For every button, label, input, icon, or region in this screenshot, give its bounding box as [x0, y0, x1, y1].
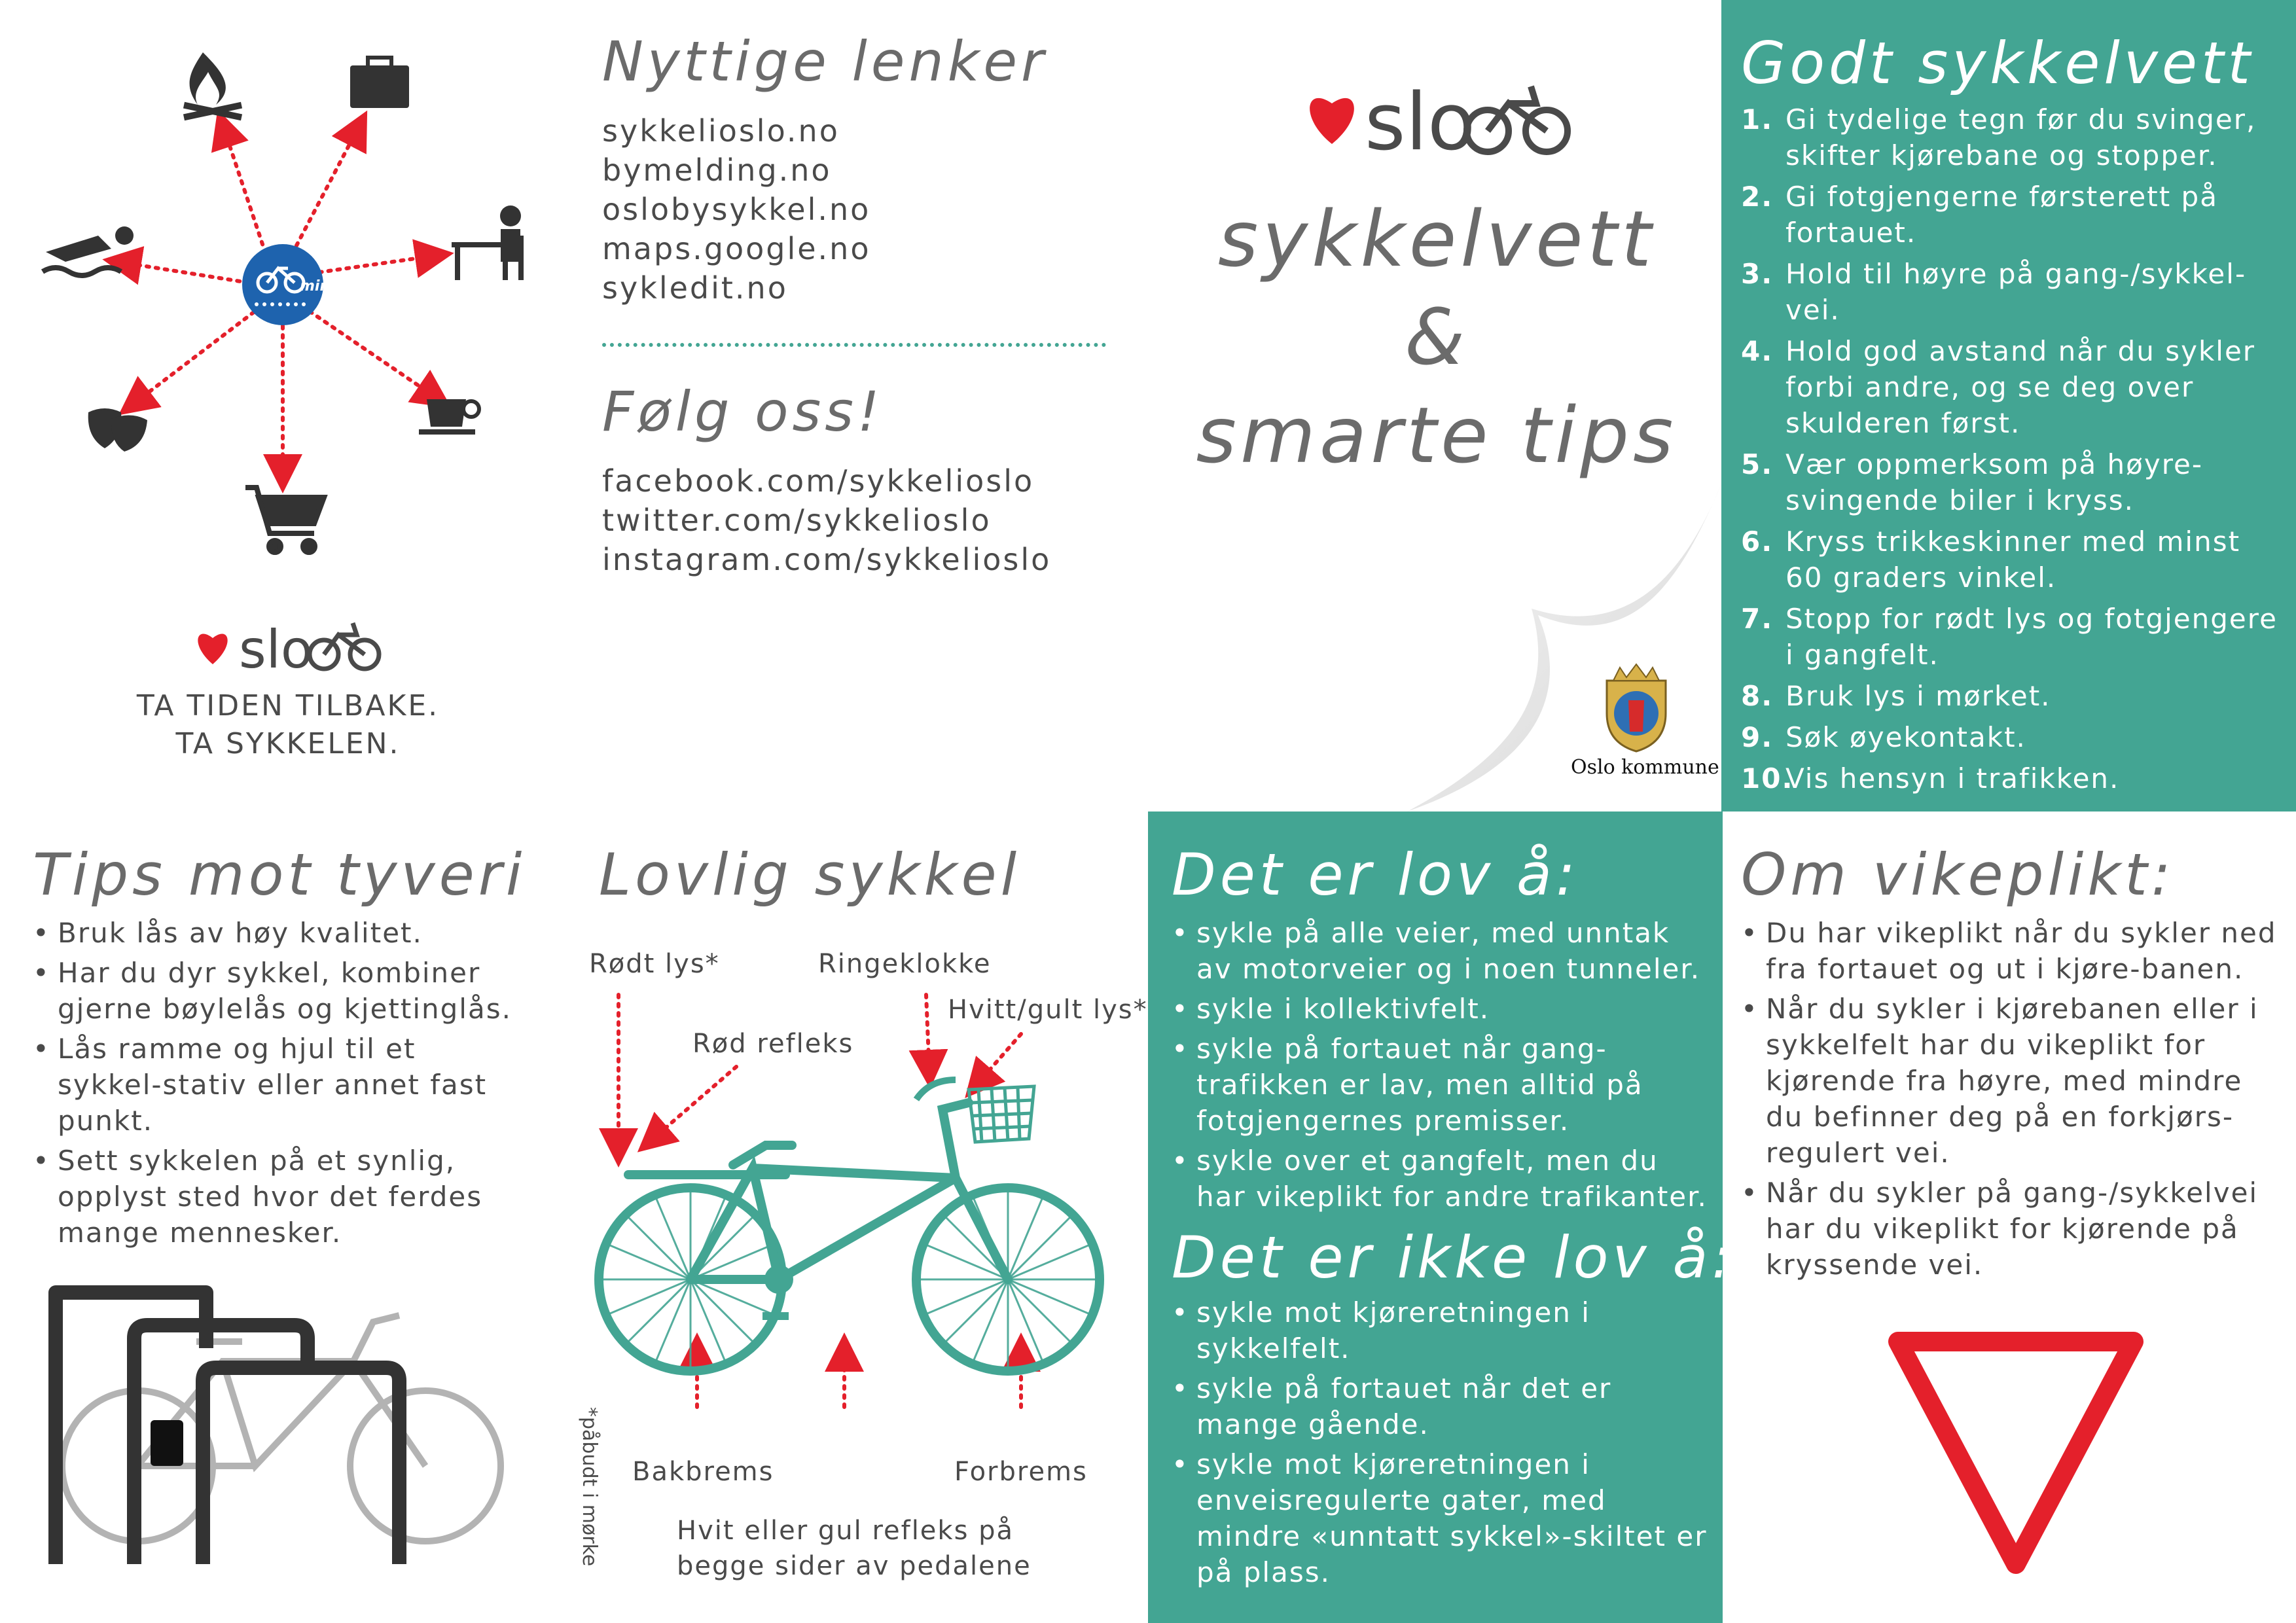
- follow-list: [602, 461, 1051, 579]
- allowed-item: • sykle på fortauet når gang-trafikken er lav, men alltid på fotgjengernes premisser.: [1172, 1031, 1708, 1139]
- link-item[interactable]: maps.google.no: [602, 231, 871, 266]
- label-bell: Ringeklokke: [818, 949, 992, 979]
- links-title: Nyttige lenker: [602, 29, 1048, 94]
- u-lock-icon: [151, 1420, 183, 1466]
- campfire-icon: [183, 52, 242, 120]
- link-item[interactable]: sykkelioslo.no: [602, 113, 840, 149]
- link-item[interactable]: oslobysykkel.no: [602, 192, 871, 227]
- yield-title: Om vikeplikt:: [1741, 841, 2175, 908]
- label-front-light: Hvitt/gult lys*: [948, 995, 1148, 1025]
- social-link[interactable]: facebook.com/sykkelioslo: [602, 463, 1035, 499]
- shopping-cart-icon: [245, 488, 324, 552]
- allowed-item: • sykle på alle veier, med unntak av motorveier og i noen tunneler.: [1172, 915, 1708, 987]
- label-red-light: Rødt lys*: [589, 949, 720, 979]
- rule-item: 5. Vær oppmerksom på høyre-svingende biler i kryss.: [1741, 448, 2204, 516]
- brand-tagline: [98, 687, 478, 763]
- legal-footnote: *påbudt i mørke: [578, 1407, 601, 1567]
- rule-item: 1. Gi tydelige tegn før du svinger, skifter kjørebane og stopper.: [1741, 103, 2257, 171]
- label-front-brake: Forbrems: [954, 1457, 1088, 1487]
- desk-worker-icon: [452, 205, 524, 280]
- tagline-line-2: TA SYKKELEN.: [175, 727, 401, 760]
- theft-tip: • Sett sykkelen på et synlig, opplyst sted hvor det ferdes mange mennesker.: [33, 1143, 530, 1251]
- rule-item: 6. Kryss trikkeskinner med minst 60 graders vinkel.: [1741, 526, 2241, 594]
- rule-item: 10. Vis hensyn i trafikken.: [1741, 762, 2120, 794]
- heart-icon: [1310, 98, 1354, 144]
- yield-list: [1741, 915, 2278, 1287]
- social-link[interactable]: twitter.com/sykkelioslo: [602, 503, 992, 538]
- not-allowed-list: [1172, 1294, 1708, 1594]
- follow-title: Følg oss!: [602, 380, 884, 444]
- link-item[interactable]: bymelding.no: [602, 152, 832, 188]
- cover-line-2: &: [1404, 292, 1469, 382]
- legal-bike-diagram: [589, 982, 1126, 1440]
- logo-wordmark: slo: [239, 619, 313, 680]
- theft-list: [33, 915, 530, 1255]
- hub-badge: min: [300, 278, 331, 294]
- rule-item: 4. Hold god avstand når du sykler forbi andre, og se deg over skulderen først.: [1741, 335, 2256, 439]
- heart-icon: [198, 634, 227, 664]
- oslo-coat-of-arms: [1597, 661, 1676, 753]
- bicycle-icon: [310, 623, 379, 669]
- not-allowed-item: • sykle på fortauet når det er mange gående.: [1172, 1370, 1708, 1442]
- yield-item: • Du har vikeplikt når du sykler ned fra fortauet og ut i kjøre-banen.: [1741, 915, 2278, 987]
- allowed-item: • sykle over et gangfelt, men du har vikeplikt for andre trafikanter.: [1172, 1143, 1708, 1215]
- label-rear-brake: Bakbrems: [632, 1457, 774, 1487]
- rule-item: 8. Bruk lys i mørket.: [1741, 680, 2051, 712]
- theft-tip: • Lås ramme og hjul til et sykkel-stativ eller annet fast punkt.: [33, 1031, 530, 1139]
- yield-item: • Når du sykler på gang-/sykkelvei har du vikeplikt for kjørende på kryssende vei.: [1741, 1175, 2278, 1283]
- cover-line-3: smarte tips: [1196, 390, 1677, 480]
- yield-item: • Når du sykler i kjørebanen eller i sykkelfelt har du vikeplikt for kjørende fra høyre, med mindre du befinner deg på en forkjørs-regulert vei.: [1741, 991, 2278, 1171]
- link-item[interactable]: sykledit.no: [602, 270, 788, 306]
- theft-tip: • Har du dyr sykkel, kombiner gjerne bøylelås og kjettinglås.: [33, 955, 530, 1027]
- rule-item: 2. Gi fotgjengerne førsterett på fortauet.: [1741, 181, 2218, 249]
- allowed-list: [1172, 915, 1708, 1219]
- not-allowed-title: Det er ikke lov å:: [1172, 1224, 1736, 1291]
- basket-icon: [969, 1086, 1034, 1142]
- dotted-divider: [602, 343, 1106, 347]
- municipality-name: Oslo kommune: [1571, 756, 1719, 779]
- legal-title: Lovlig sykkel: [599, 841, 1021, 908]
- logo-wordmark: slo: [1365, 77, 1476, 168]
- cover-title: [1152, 190, 1721, 484]
- swimmer-icon: [43, 226, 134, 276]
- links-list: [602, 111, 870, 308]
- tagline-line-1: TA TIDEN TILBAKE.: [136, 689, 440, 722]
- label-pedal-reflector: Hvit eller gul refleks på begge sider av pedalene: [677, 1516, 1031, 1581]
- rules-title: Godt sykkelvett: [1741, 29, 2255, 97]
- brand-logo-large: [1299, 72, 1581, 170]
- theft-tip: • Bruk lås av høy kvalitet.: [33, 915, 530, 951]
- rules-list: [1741, 101, 2278, 802]
- suitcase-icon: [350, 58, 409, 108]
- theater-masks-icon: [88, 408, 147, 452]
- brand-logo-small: [193, 615, 389, 687]
- cover-line-1: sykkelvett: [1217, 194, 1656, 284]
- yield-sign-icon: [1885, 1329, 2147, 1577]
- allowed-title: Det er lov å:: [1172, 841, 1579, 908]
- not-allowed-item: • sykle mot kjøreretningen i sykkelfelt.: [1172, 1294, 1708, 1366]
- coffee-cup-icon: [419, 399, 479, 435]
- destinations-hub-diagram: [26, 26, 550, 563]
- theft-title: Tips mot tyveri: [33, 841, 526, 908]
- not-allowed-item: • sykle mot kjøreretningen i enveisregulerte gater, med mindre «unntatt sykkel»-skiltet er på plass.: [1172, 1446, 1708, 1590]
- locked-bike-illustration: [46, 1270, 517, 1577]
- rule-item: 7. Stopp for rødt lys og fotgjengere i gangfelt.: [1741, 603, 2278, 671]
- bicycle-icon: [1467, 86, 1568, 152]
- allowed-item: • sykle i kollektivfelt.: [1172, 991, 1708, 1027]
- rule-item: 3. Hold til høyre på gang-/sykkel-vei.: [1741, 258, 2247, 326]
- label-red-reflector: Rød refleks: [692, 1029, 854, 1059]
- social-link[interactable]: instagram.com/sykkelioslo: [602, 542, 1052, 577]
- rule-item: 9. Søk øyekontakt.: [1741, 721, 2026, 753]
